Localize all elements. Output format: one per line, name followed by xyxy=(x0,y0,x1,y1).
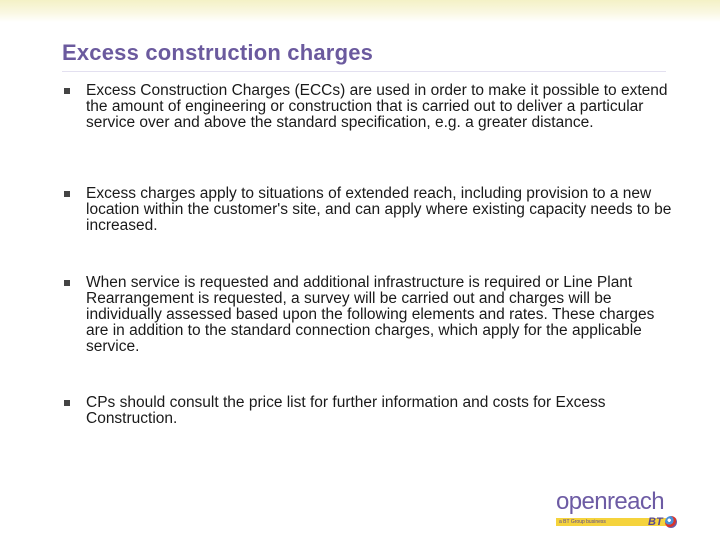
square-bullet-icon xyxy=(64,88,70,94)
bullet-text: CPs should consult the price list for further information and costs for Excess Construction. xyxy=(86,394,606,427)
bullet-item xyxy=(62,395,672,427)
bullet-text: When service is requested and additional infrastructure is required or Line Plant Rearrangement is requested, a survey will be carried out and charges will be individually assessed based upon the following elements and rates. These charges are in addition to the standard connection charges, which apply for the applicable service. xyxy=(86,274,655,355)
logo-bt-mark: BT xyxy=(648,516,663,528)
bullet-text: Excess charges apply to situations of extended reach, including provision to a new location within the customer's site, and can apply where existing capacity needs to be increased. xyxy=(86,185,672,234)
bullet-item xyxy=(62,275,672,355)
openreach-logo xyxy=(556,488,682,532)
square-bullet-icon xyxy=(64,191,70,197)
bullet-text: Excess Construction Charges (ECCs) are used in order to make it possible to extend the amount of engineering or construction that is carried out to deliver a particular service over and above the standard specification, e.g. a greater distance. xyxy=(86,82,668,131)
logo-wordmark: openreach xyxy=(556,488,665,515)
square-bullet-icon xyxy=(64,280,70,286)
bt-globe-icon xyxy=(665,516,677,528)
square-bullet-icon xyxy=(64,400,70,406)
title-divider xyxy=(62,71,666,72)
logo-tagline: a BT Group business xyxy=(559,519,606,525)
slide-title: Excess construction charges xyxy=(62,40,374,65)
bullet-item xyxy=(62,83,672,131)
bullet-item xyxy=(62,186,672,234)
top-decorative-band xyxy=(0,0,720,22)
